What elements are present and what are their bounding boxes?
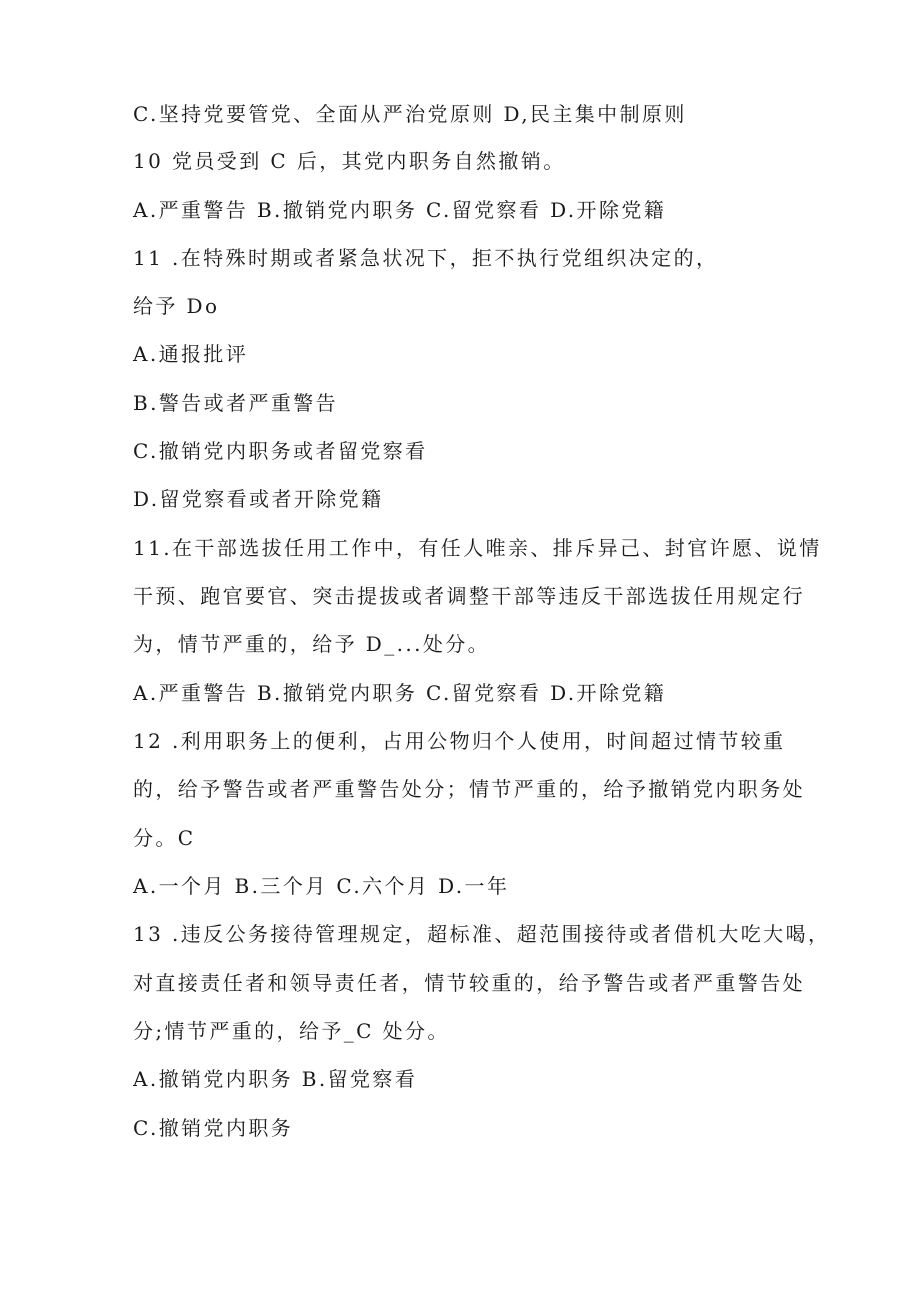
question-11: 11 .在特殊时期或者紧急状况下，拒不执行党组织决定的， — [133, 246, 719, 270]
option-c: C.撤销党内职务或者留党察看 — [133, 439, 428, 463]
text-line: 分。C — [133, 826, 196, 850]
text-line: 分;情节严重的，给予_C 处分。 — [133, 1019, 450, 1043]
question-13: 13 .违反公务接待管理规定，超标准、超范围接待或者借机大吃大喝， — [133, 922, 831, 946]
question-10-options: A.严重警告 B.撤销党内职务 C.留党察看 D.开除党籍 — [133, 198, 667, 222]
text-line: 给予 Do — [133, 294, 220, 318]
question-13-options: A.撤销党内职务 B.留党察看 — [133, 1067, 418, 1091]
question-12: 12 .利用职务上的便利，占用公物归个人使用，时间超过情节较重 — [133, 729, 786, 753]
text-line: 干预、跑官要官、突击提拔或者调整干部等违反干部选拔任用规定行 — [133, 584, 805, 608]
option-a: A.通报批评 — [133, 342, 249, 366]
question-12-options: A.一个月 B.三个月 C.六个月 D.一年 — [133, 874, 510, 898]
text-line: C.坚持党要管党、全面从严治党原则 D,民主集中制原则 — [133, 102, 687, 126]
question-11b-options: A.严重警告 B.撤销党内职务 C.留党察看 D.开除党籍 — [133, 681, 667, 705]
option-c: C.撤销党内职务 — [133, 1116, 294, 1140]
text-line: 对直接责任者和领导责任者，情节较重的，给予警告或者严重警告处 — [133, 971, 805, 995]
text-line: 的，给予警告或者严重警告处分；情节严重的，给予撤销党内职务处 — [133, 777, 805, 801]
option-d: D.留党察看或者开除党籍 — [133, 487, 384, 511]
question-11b: 11.在干部选拔任用工作中，有任人唯亲、排斥异己、封官许愿、说情 — [133, 536, 822, 560]
question-10: 10 党员受到 C 后，其党内职务自然撤销。 — [133, 149, 566, 173]
option-b: B.警告或者严重警告 — [133, 391, 339, 415]
text-line: 为，情节严重的，给予 D_...处分。 — [133, 632, 491, 656]
